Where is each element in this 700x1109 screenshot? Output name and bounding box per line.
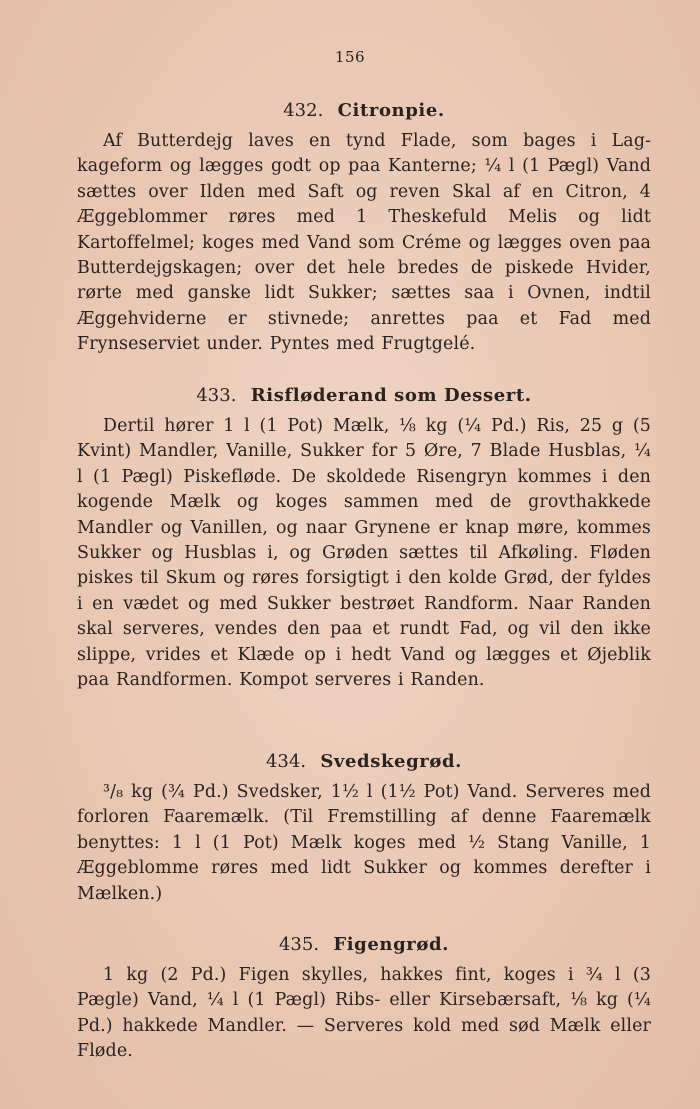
- recipe-title: Figengrød.: [333, 934, 450, 955]
- recipe-heading: [77, 99, 651, 123]
- recipe-body: Af Butterdejg laves en tynd Flade, som bages i Lagkageform og lægges godt op paa Kanterne; ¼ l (1 Pægl) Vand sættes over Ilden med Saft og reven Skal af en Citron, 4 Æggeblommer røres med 1 Theskefuld Melis og lidt Kartoffelmel; koges med Vand som Créme og lægges oven paa Butterdejgskagen; over det hele bredes de piskede Hvider, rørte med ganske lidt Sukker; sættes saa i Ovnen, indtil Æggehviderne er stivnede; anrettes paa et Fad med Frynseserviet under. Pyntes med Frugtgelé.: [77, 131, 651, 355]
- page-number: 156: [334, 48, 366, 66]
- recipe-title: Risfløderand som Dessert.: [250, 385, 532, 406]
- recipe-433: [77, 384, 651, 693]
- recipe-body: Dertil hører 1 l (1 Pot) Mælk, ⅛ kg (¼ Pd.) Ris, 25 g (5 Kvint) Mandler, Vanille, Sukker for 5 Øre, 7 Blade Husblas, ¼ l (1 Pægl) Piskefløde. De skoldede Risengryn kommes i den kogende Mælk og koges sammen med de grovthakkede Mandler og Vanillen, og naar Grynene er knap møre, kommes Sukker og Husblas i, og Grøden sættes til Afkøling. Fløden piskes til Skum og røres forsigtigt i den kolde Grød, der fyldes i en vædet og med Sukker bestrøet Randform. Naar Randen skal serveres, vendes den paa et rundt Fad, og vil den ikke slippe, vrides et Klæde op i hedt Vand og lægges et Øjeblik paa Randformen. Kompot serveres i Randen.: [77, 416, 651, 691]
- recipe-number: 434.: [265, 751, 307, 772]
- recipe-body: ³/₈ kg (¾ Pd.) Svedsker, 1½ l (1½ Pot) Vand. Serveres med forloren Faaremælk. (Til Fremstilling af denne Faaremælk benyttes: 1 l (1 Pot) Mælk koges med ½ Stang Vanille, 1 Æggeblomme røres med lidt Sukker og kommes derefter i Mælken.): [77, 782, 651, 904]
- recipe-434: [77, 750, 651, 907]
- recipe-heading: [77, 384, 651, 408]
- recipe-432: [77, 99, 651, 358]
- recipe-number: 432.: [283, 100, 324, 121]
- recipe-435: [77, 933, 651, 1065]
- recipe-number: 435.: [278, 934, 320, 955]
- recipe-title: Svedskegrød.: [320, 751, 463, 772]
- recipe-title: Citronpie.: [337, 100, 445, 121]
- recipe-heading: [77, 750, 651, 774]
- recipe-number: 433.: [196, 385, 237, 406]
- recipe-heading: [77, 933, 651, 957]
- recipe-body: 1 kg (2 Pd.) Figen skylles, hakkes fint, koges i ¾ l (3 Pægle) Vand, ¼ l (1 Pægl) Ribs- eller Kirsebærsaft, ⅛ kg (¼ Pd.) hakkede Mandler. — Serveres kold med sød Mælk eller Fløde.: [77, 965, 651, 1062]
